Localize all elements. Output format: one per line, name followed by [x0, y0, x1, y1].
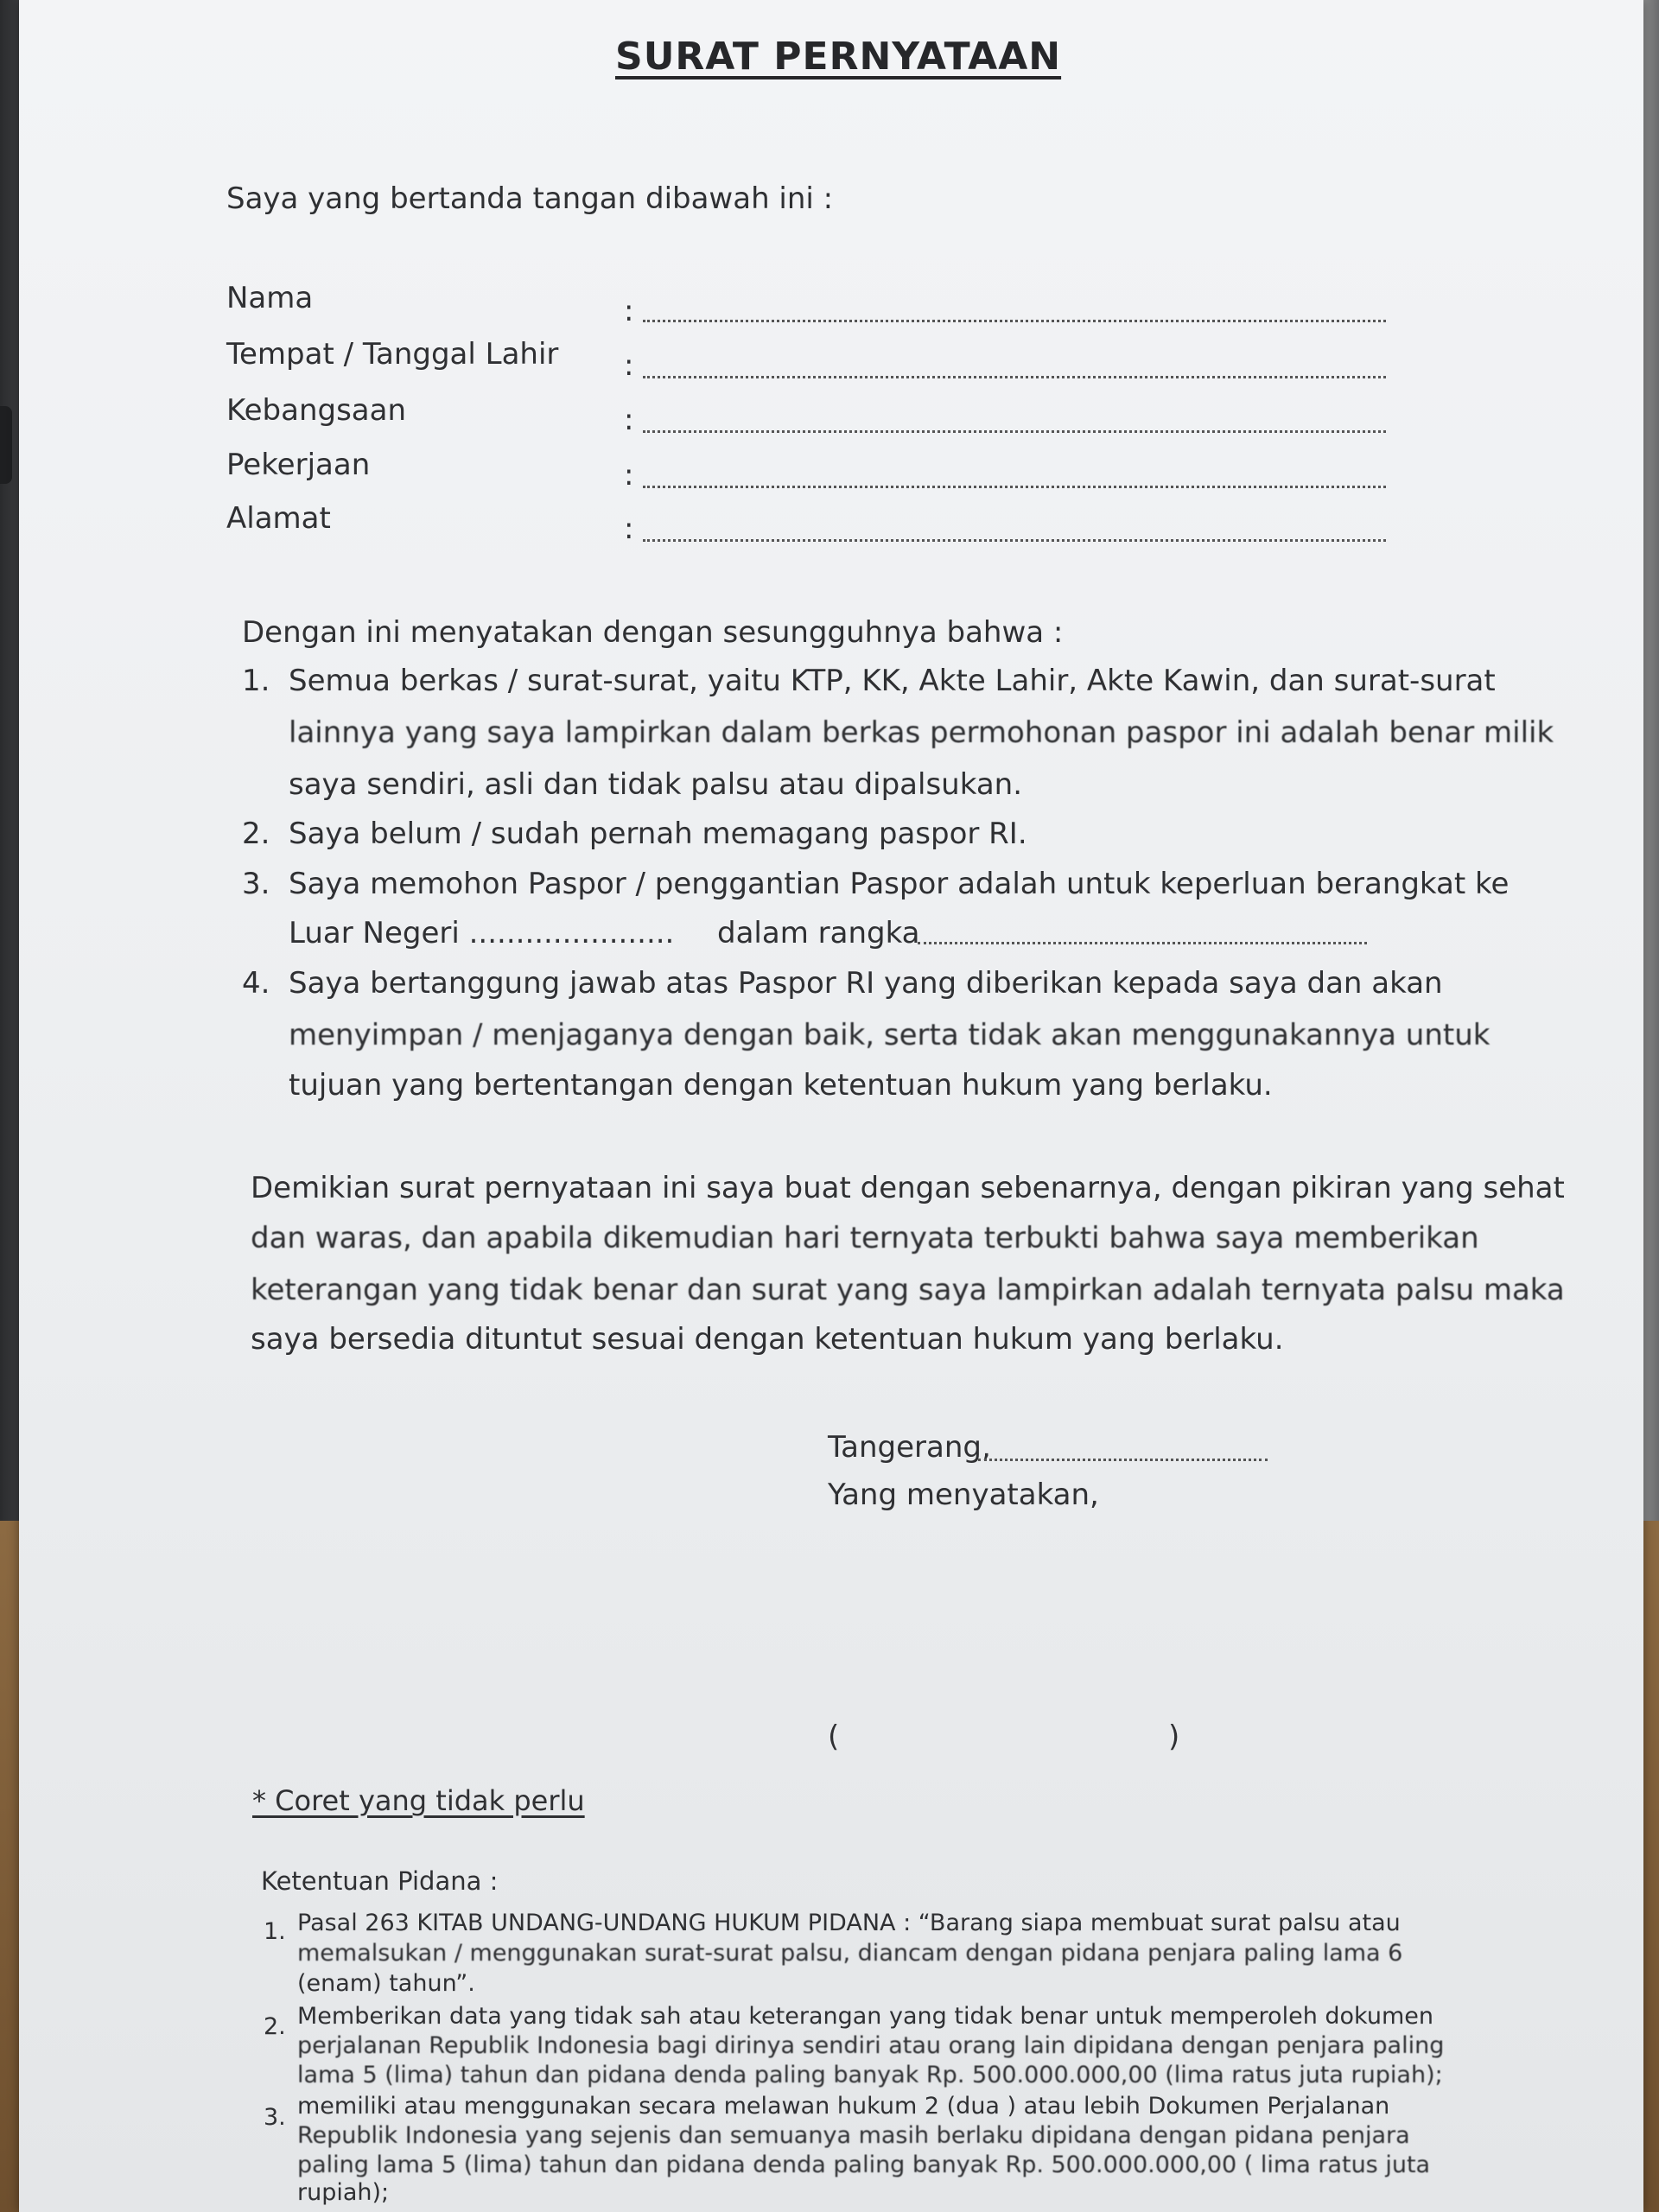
place-label: Tangerang,	[828, 1430, 991, 1465]
statement-text: menyimpan / menjaganya dengan baik, serta tidak akan menggunakannya untuk	[289, 1018, 1491, 1052]
field-colon: :	[624, 458, 634, 493]
statement-text: tujuan yang bertentangan dengan ketentuan hukum yang berlaku.	[289, 1068, 1273, 1103]
strike-note: * Coret yang tidak perlu	[252, 1784, 585, 1817]
statement-text: lainnya yang saya lampirkan dalam berkas permohonan paspor ini adalah benar milik	[289, 715, 1554, 750]
statement-text: Saya memohon Paspor / penggantian Paspor adalah untuk keperluan berangkat ke	[289, 867, 1510, 901]
closing-line: dan waras, dan apabila dikemudian hari ternyata terbukti bahwa saya memberikan	[251, 1221, 1479, 1255]
declarant-label: Yang menyatakan,	[828, 1478, 1099, 1512]
legal-text: memiliki atau menggunakan secara melawan hukum 2 (dua ) atau lebih Dokumen Perjalanan	[297, 2093, 1390, 2120]
field-label: Tempat / Tanggal Lahir	[226, 337, 559, 372]
field-label: Pekerjaan	[226, 448, 371, 482]
signature-close-paren: )	[1168, 1719, 1180, 1754]
legal-number: 2.	[264, 2013, 286, 2040]
field-label: Kebangsaan	[226, 393, 407, 428]
legal-number: 1.	[264, 1918, 286, 1945]
intro-text: Saya yang bertanda tangan dibawah ini :	[226, 181, 834, 216]
statement-text: dalam rangka	[717, 916, 920, 950]
field-blank-line[interactable]	[643, 486, 1386, 488]
statement-intro: Dengan ini menyatakan dengan sesungguhnya bahwa :	[242, 615, 1064, 650]
legal-heading: Ketentuan Pidana :	[261, 1866, 499, 1896]
closing-line: Demikian surat pernyataan ini saya buat dengan sebenarnya, dengan pikiran yang sehat	[251, 1171, 1565, 1205]
field-colon: :	[624, 348, 634, 383]
field-blank-line[interactable]	[643, 376, 1386, 378]
field-blank-line[interactable]	[643, 430, 1386, 433]
field-blank-line[interactable]	[643, 320, 1386, 322]
statement-text: Saya bertanggung jawab atas Paspor RI yang diberikan kepada saya dan akan	[289, 966, 1443, 1001]
field-blank-line[interactable]	[643, 539, 1386, 542]
legal-text: lama 5 (lima) tahun dan pidana denda paling banyak Rp. 500.000.000,00 (lima ratus juta rupiah);	[297, 2062, 1443, 2088]
legal-text: Pasal 263 KITAB UNDANG-UNDANG HUKUM PIDANA : “Barang siapa membuat surat palsu atau	[297, 1910, 1401, 1936]
signature-open-paren: (	[828, 1719, 840, 1754]
statement-text: Saya belum / sudah pernah memagang paspor RI.	[289, 817, 1027, 851]
legal-text: (enam) tahun”.	[297, 1970, 475, 1997]
statement-number: 3.	[242, 867, 270, 901]
document-page	[19, 0, 1643, 2212]
date-blank-line[interactable]	[978, 1459, 1268, 1461]
statement-number: 2.	[242, 817, 270, 851]
statement-number: 1.	[242, 664, 270, 698]
legal-text: Memberikan data yang tidak sah atau keterangan yang tidak benar untuk memperoleh dokumen	[297, 2003, 1433, 2030]
closing-line: keterangan yang tidak benar dan surat yang saya lampirkan adalah ternyata palsu maka	[251, 1273, 1565, 1307]
legal-text: memalsukan / menggunakan surat-surat palsu, diancam dengan pidana penjara paling lama 6	[297, 1940, 1403, 1967]
field-colon: :	[624, 294, 634, 328]
field-label: Nama	[226, 281, 314, 315]
legal-text: perjalanan Republik Indonesia bagi dirinya sendiri atau orang lain dipidana dengan penjara paling	[297, 2032, 1445, 2059]
legal-text: paling lama 5 (lima) tahun dan pidana denda paling banyak Rp. 500.000.000,00 ( lima ratus juta	[297, 2152, 1431, 2178]
statement-text: Semua berkas / surat-surat, yaitu KTP, KK, Akte Lahir, Akte Kawin, dan surat-surat	[289, 664, 1496, 698]
statement-number: 4.	[242, 966, 270, 1001]
closing-line: saya bersedia dituntut sesuai dengan ketentuan hukum yang berlaku.	[251, 1322, 1284, 1357]
desk-knob	[0, 406, 12, 484]
statement-text: saya sendiri, asli dan tidak palsu atau dipalsukan.	[289, 767, 1023, 802]
legal-text: rupiah);	[297, 2179, 390, 2206]
document-title: SURAT PERNYATAAN	[615, 35, 1062, 79]
legal-text: Republik Indonesia yang sejenis dan semuanya masih berlaku dipidana dengan pidana penjara	[297, 2122, 1410, 2149]
field-colon: :	[624, 512, 634, 546]
purpose-blank-line[interactable]	[918, 942, 1367, 944]
field-label: Alamat	[226, 501, 331, 536]
field-colon: :	[624, 403, 634, 437]
statement-text: Luar Negeri ......................	[289, 916, 675, 950]
legal-number: 3.	[264, 2104, 286, 2131]
